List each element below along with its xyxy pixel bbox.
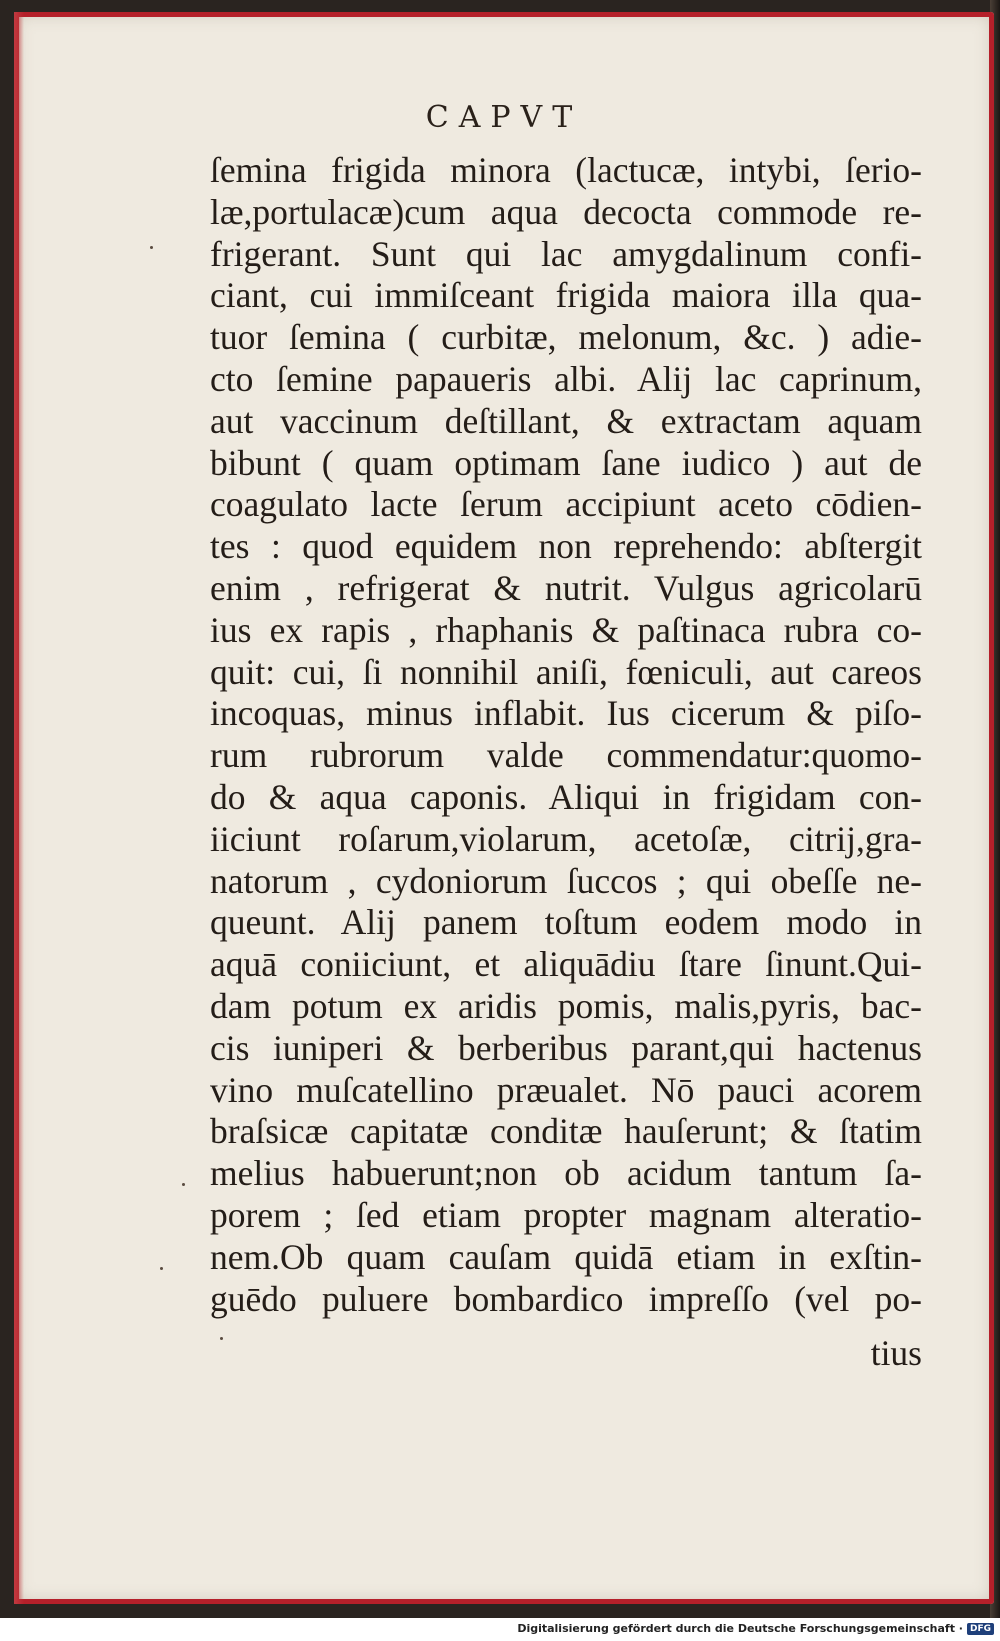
page-red-edge [14,12,24,1604]
text-line: guēdo puluere bombardico impreſſo (vel po- [210,1278,922,1319]
text-line: frigerant. Sunt qui lac amygdalinum confi- [210,233,922,274]
catchword: tius [870,1333,922,1373]
text-line: vino muſcatellino præualet. Nō pauci acorem [210,1069,922,1110]
text-line: cis iuniperi & berberibus parant,qui hactenus [210,1027,922,1068]
text-line: tes : quod equidem non reprehendo: abſtergit [210,526,922,567]
text-line: melius habuerunt;non ob acidum tantum ſa- [210,1153,922,1194]
body-text [210,150,922,1320]
text-line: bibunt ( quam optimam ſane iudico ) aut de [210,442,922,483]
credit-text: Digitalisierung gefördert durch die Deutsche Forschungsgemeinschaft · [517,1622,963,1635]
running-title: CAPVT [425,100,583,135]
text-line: porem ; ſed etiam propter magnam alteratio- [210,1194,922,1235]
text-line: queunt. Alij panem toſtum eodem modo in [210,902,922,943]
text-line: cto ſemine papaueris albi. Alij lac caprinum, [210,358,922,399]
text-line: ius ex rapis , rhaphanis & paſtinaca rubra co- [210,609,922,650]
text-line: quit: cui, ſi nonnihil aniſi, fœniculi, aut careos [210,651,922,692]
text-line: tuor ſemina ( curbitæ, melonum, &c. ) adie- [210,317,922,358]
text-line: aquā coniiciunt, et aliquādiu ſtare ſinunt.Qui- [210,944,922,985]
dfg-logo: DFG [967,1623,994,1635]
text-line: ſemina frigida minora (lactucæ, intybi, ſerio- [210,150,922,190]
text-line: enim , refrigerat & nutrit. Vulgus agricolarū [210,567,922,608]
text-line: coagulato lacte ſerum accipiunt aceto cōdien- [210,484,922,525]
text-line: incoquas, minus inflabit. Ius cicerum & piſo- [210,693,922,734]
text-line: natorum , cydoniorum ſuccos ; qui obeſſe ne- [210,860,922,901]
paper-speck [160,1267,163,1270]
digitization-credit [517,1622,994,1635]
paper-speck [182,1183,185,1186]
text-line: dam potum ex aridis pomis, malis,pyris, bac- [210,985,922,1026]
paper-speck [150,246,153,249]
text-line: læ,portulacæ)cum aqua decocta commode re- [210,191,922,232]
text-line: iiciunt roſarum,violarum, acetoſæ, citrij,gra- [210,818,922,859]
text-line: braſsicæ capitatæ conditæ hauſerunt; & ſtatim [210,1111,922,1152]
text-line: nem.Ob quam cauſam quidā etiam in exſtin- [210,1236,922,1277]
text-line: ciant, cui immiſceant frigida maiora illa qua- [210,275,922,316]
text-line: rum rubrorum valde commendatur:quomo- [210,735,922,776]
text-line: aut vaccinum deſtillant, & extractam aquam [210,400,922,441]
text-line: do & aqua caponis. Aliqui in frigidam con- [210,776,922,817]
